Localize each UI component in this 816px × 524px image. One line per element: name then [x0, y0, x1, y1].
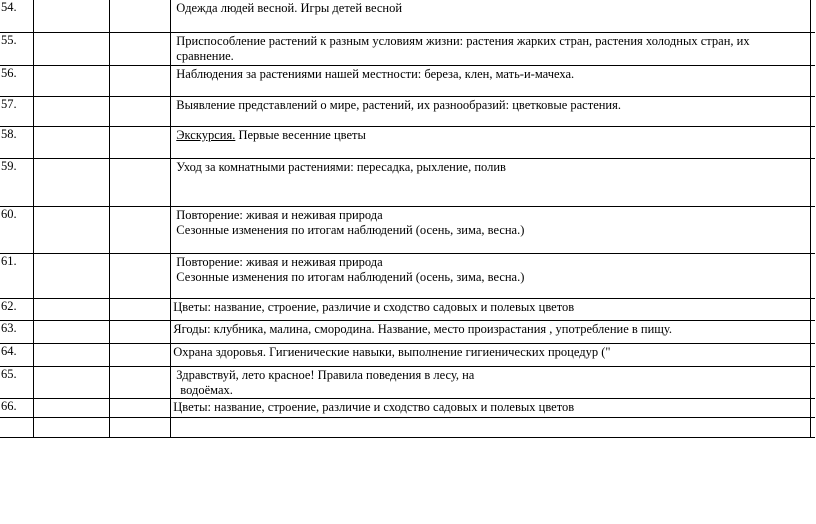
topic-line: Охрана здоровья. Гигиенические навыки, выполнение гигиенических процедур (" [173, 345, 611, 359]
row-number: 57. [0, 97, 34, 127]
table-row [0, 159, 815, 207]
topic-line: Уход за комнатными растениями: пересадка, рыхление, полив [176, 160, 506, 174]
empty-cell [34, 418, 110, 438]
topic-line: Сезонные изменения по итогам наблюдений (осень, зима, весна.) [176, 223, 525, 237]
empty-cell [34, 33, 110, 66]
empty-cell [34, 66, 110, 97]
empty-cell [811, 344, 815, 367]
topic-cell [171, 254, 811, 299]
empty-cell [811, 207, 815, 254]
table-row [0, 418, 815, 438]
empty-cell [34, 159, 110, 207]
empty-cell [811, 0, 815, 33]
empty-cell [811, 399, 815, 418]
row-number: 66. [0, 399, 34, 418]
topic-line: Повторение: живая и неживая природа [176, 255, 383, 269]
table-row [0, 127, 815, 159]
topic-line: Приспособление растений к разным условиям жизни: растения жарких стран, растения холодных стран, их [176, 34, 750, 48]
row-number: 64. [0, 344, 34, 367]
topic-cell [171, 321, 811, 344]
table-row [0, 321, 815, 344]
topic-cell [171, 418, 811, 438]
topic-cell [171, 344, 811, 367]
topic-cell [171, 367, 811, 399]
table-row [0, 0, 815, 33]
empty-cell [811, 254, 815, 299]
topic-cell [171, 97, 811, 127]
empty-cell [110, 344, 171, 367]
table-row [0, 299, 815, 321]
empty-cell [110, 127, 171, 159]
topic-line: Одежда людей весной. Игры детей весной [176, 1, 403, 15]
topic-line: Выявление представлений о мире, растений, их разнообразий: цветковые растения. [176, 98, 621, 112]
empty-cell [110, 367, 171, 399]
empty-cell [110, 299, 171, 321]
topic-cell [171, 399, 811, 418]
empty-cell [110, 33, 171, 66]
row-number: 58. [0, 127, 34, 159]
empty-cell [811, 159, 815, 207]
empty-cell [110, 321, 171, 344]
table-row [0, 254, 815, 299]
topic-cell [171, 299, 811, 321]
topic-line [176, 128, 810, 143]
empty-cell [110, 399, 171, 418]
empty-cell [110, 66, 171, 97]
empty-cell [110, 159, 171, 207]
table-row [0, 33, 815, 66]
empty-cell [110, 97, 171, 127]
empty-cell [811, 299, 815, 321]
topic-line: Повторение: живая и неживая природа [176, 208, 383, 222]
row-number: 65. [0, 367, 34, 399]
empty-cell [811, 321, 815, 344]
table-row [0, 344, 815, 367]
table-row [0, 207, 815, 254]
topic-cell [171, 127, 811, 159]
table-row [0, 399, 815, 418]
empty-cell [811, 418, 815, 438]
topic-cell [171, 66, 811, 97]
topic-line: Ягоды: клубника, малина, смородина. Название, место произрастания , употребление в пищу. [173, 322, 673, 336]
table-row [0, 367, 815, 399]
row-number: 55. [0, 33, 34, 66]
topic-cell [171, 33, 811, 66]
empty-cell [34, 399, 110, 418]
row-number: 61. [0, 254, 34, 299]
topic-text: Первые весенние цветы [235, 128, 366, 142]
table-row [0, 66, 815, 97]
empty-cell [110, 418, 171, 438]
row-number: 62. [0, 299, 34, 321]
topic-line: Здравствуй, лето красное! Правила поведения в лесу, на [176, 368, 475, 382]
empty-cell [34, 344, 110, 367]
empty-cell [811, 66, 815, 97]
empty-cell [811, 97, 815, 127]
empty-cell [34, 207, 110, 254]
excursion-label: Экскурсия. [176, 128, 236, 142]
topic-line: сравнение. [176, 49, 234, 63]
topic-line: водоёмах. [180, 383, 233, 397]
empty-cell [34, 367, 110, 399]
empty-cell [34, 127, 110, 159]
topic-cell [171, 159, 811, 207]
topic-cell [171, 0, 811, 33]
empty-cell [34, 0, 110, 33]
row-number: 54. [0, 0, 34, 33]
empty-cell [811, 367, 815, 399]
topic-line: Цветы: название, строение, различие и сходство садовых и полевых цветов [173, 400, 575, 414]
topic-line: Сезонные изменения по итогам наблюдений (осень, зима, весна.) [176, 270, 525, 284]
empty-cell [34, 299, 110, 321]
row-number: 63. [0, 321, 34, 344]
table-row [0, 97, 815, 127]
empty-cell [34, 254, 110, 299]
row-number: 60. [0, 207, 34, 254]
empty-cell [110, 254, 171, 299]
empty-cell [811, 33, 815, 66]
empty-cell [34, 97, 110, 127]
topic-line: Цветы: название, строение, различие и сходство садовых и полевых цветов [173, 300, 575, 314]
row-number: 59. [0, 159, 34, 207]
row-number [0, 418, 34, 438]
empty-cell [811, 127, 815, 159]
empty-cell [110, 207, 171, 254]
empty-cell [34, 321, 110, 344]
row-number: 56. [0, 66, 34, 97]
topic-line: Наблюдения за растениями нашей местности: береза, клен, мать-и-мачеха. [176, 67, 575, 81]
empty-cell [110, 0, 171, 33]
topic-cell [171, 207, 811, 254]
